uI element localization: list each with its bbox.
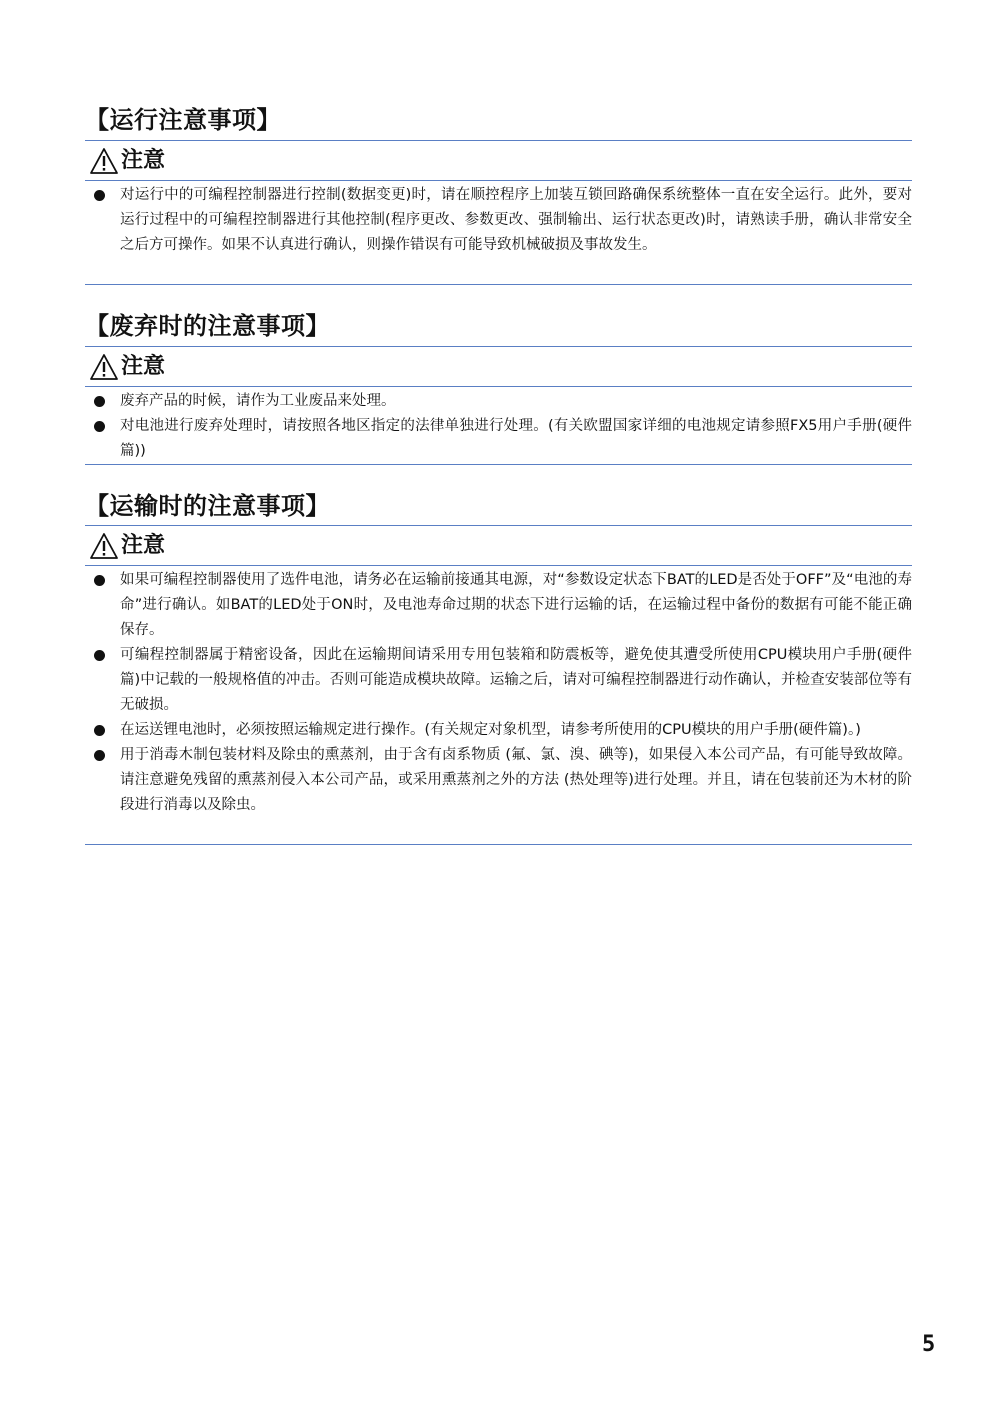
section-rule-mid [85,565,912,566]
caution-list [85,183,912,258]
item-text: 如果可编程控制器使用了选件电池，请务必在运输前接通其电源，对“参数设定状态下BAT的LED是否处于OFF”及“电池的寿命”进行确认。如BAT的LED处于ON时，及电池寿命过期的状态下进行运输的话，在运输过程中备份的数据有可能不能正确保存。 [120,572,912,638]
list-item [85,389,912,414]
caution-list [85,389,912,464]
warning-triangle-icon [89,353,119,381]
item-text: 对电池进行废弃处理时，请按照各地区指定的法律单独进行处理。(有关欧盟国家详细的电池规定请参照FX5用户手册(硬件篇)) [120,418,912,459]
list-item [85,414,912,464]
bullet-icon [94,421,105,432]
list-item [85,643,912,718]
section-rule-top [85,346,912,347]
section-rule-bottom [85,284,912,285]
bullet-icon [94,575,105,586]
caution-label: 注意 [121,354,166,379]
caution-header [89,530,165,562]
page-number: 5 [922,1332,936,1357]
section-rule-top [85,140,912,141]
bullet-icon [94,650,105,661]
caution-label: 注意 [121,148,166,173]
warning-triangle-icon [89,532,119,560]
section-rule-bottom [85,844,912,845]
list-item [85,718,912,743]
bullet-icon [94,396,105,407]
list-item [85,568,912,643]
bullet-icon [94,725,105,736]
warning-triangle-icon [89,147,119,175]
caution-header [89,351,165,383]
item-text: 用于消毒木制包装材料及除虫的熏蒸剂，由于含有卤系物质 (氟、氯、溴、碘等)，如果侵入本公司产品，有可能导致故障。请注意避免残留的熏蒸剂侵入本公司产品，或采用熏蒸剂之外的方法 (热处理等)进行处理。并且，请在包装前还为木材的阶段进行消毒以及除虫。 [120,747,912,813]
caution-header [89,145,165,177]
section-title: 【运输时的注意事项】 [85,492,330,520]
item-text: 对运行中的可编程控制器进行控制(数据变更)时，请在顺控程序上加装互锁回路确保系统整体一直在安全运行。此外，要对运行过程中的可编程控制器进行其他控制(程序更改、参数更改、强制输出、运行状态更改)时，请熟读手册，确认非常安全之后方可操作。如果不认真进行确认，则操作错误有可能导致机械破损及事故发生。 [120,187,912,253]
item-text: 废弃产品的时候，请作为工业废品来处理。 [120,393,396,409]
section-rule-mid [85,386,912,387]
caution-list [85,568,912,818]
bullet-icon [94,190,105,201]
caution-label: 注意 [121,533,166,558]
section-rule-mid [85,180,912,181]
bullet-icon [94,750,105,761]
item-text: 可编程控制器属于精密设备，因此在运输期间请采用专用包装箱和防震板等，避免使其遭受所使用CPU模块用户手册(硬件篇)中记载的一般规格值的冲击。否则可能造成模块故障。运输之后，请对可编程控制器进行动作确认，并检查安装部位等有无破损。 [120,647,912,713]
item-text: 在运送锂电池时，必须按照运输规定进行操作。(有关规定对象机型，请参考所使用的CPU模块的用户手册(硬件篇)。) [120,722,861,738]
section-rule-bottom [85,464,912,465]
list-item [85,183,912,258]
section-rule-top [85,525,912,526]
section-title: 【废弃时的注意事项】 [85,312,330,340]
section-title: 【运行注意事项】 [85,106,281,134]
list-item [85,743,912,818]
